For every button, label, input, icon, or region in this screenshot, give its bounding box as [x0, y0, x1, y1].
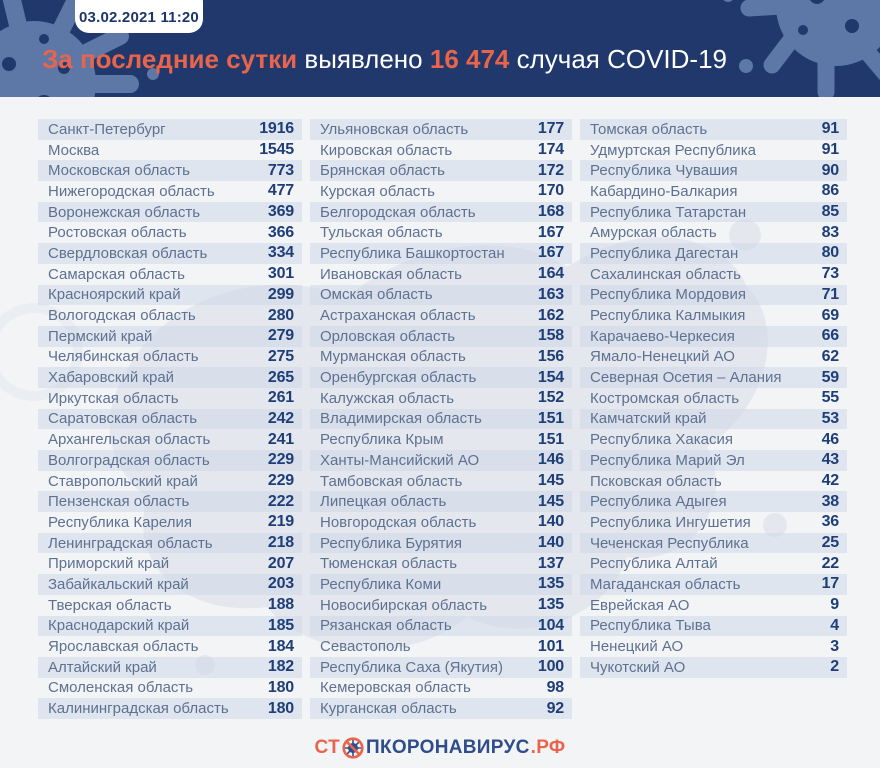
region-name: Северная Осетия – Алания	[590, 369, 782, 387]
region-name: Калининградская область	[48, 700, 229, 718]
region-case-count: 140	[537, 513, 564, 531]
table-row	[38, 119, 302, 140]
region-case-count: 182	[267, 658, 294, 676]
region-case-count: 151	[537, 430, 564, 448]
region-case-count: 188	[267, 596, 294, 614]
region-case-count: 104	[537, 616, 564, 634]
region-case-count: 100	[537, 658, 564, 676]
region-case-count: 185	[267, 616, 294, 634]
region-case-count: 301	[267, 265, 294, 283]
region-name: Белгородская область	[320, 203, 476, 221]
region-name: Магаданская область	[590, 575, 741, 593]
region-case-count: 170	[537, 182, 564, 200]
region-case-count: 140	[537, 534, 564, 552]
region-name: Республика Мордовия	[590, 286, 746, 304]
table-row	[310, 119, 572, 140]
region-case-count: 229	[267, 451, 294, 469]
region-case-count: 241	[267, 430, 294, 448]
region-case-count: 154	[537, 368, 564, 386]
region-name: Московская область	[48, 162, 190, 180]
region-case-count: 66	[821, 327, 839, 345]
table-row	[38, 326, 302, 347]
region-name: Республика Адыгея	[590, 493, 727, 511]
region-name: Тюменская область	[320, 555, 458, 573]
table-row	[310, 574, 572, 595]
table-row	[310, 305, 572, 326]
region-name: Красноярский край	[48, 286, 181, 304]
table-row	[38, 553, 302, 574]
region-name: Республика Бурятия	[320, 534, 462, 552]
table-row	[580, 160, 847, 181]
region-name: Новгородская область	[320, 513, 477, 531]
logo-suffix: .РФ	[530, 737, 566, 758]
region-case-count: 151	[537, 409, 564, 427]
logo-prefix: СТ	[314, 737, 340, 758]
region-name: Чукотский АО	[590, 658, 686, 676]
table-row	[310, 553, 572, 574]
region-case-count: 4	[830, 616, 839, 634]
region-name: Брянская область	[320, 162, 445, 180]
region-case-count: 62	[821, 347, 839, 365]
table-row	[38, 367, 302, 388]
table-row	[310, 367, 572, 388]
region-case-count: 207	[267, 554, 294, 572]
region-name: Еврейская АО	[590, 596, 690, 614]
table-row	[580, 305, 847, 326]
region-case-count: 17	[821, 575, 839, 593]
table-row	[310, 471, 572, 492]
table-row	[38, 202, 302, 223]
region-case-count: 773	[267, 161, 294, 179]
table-row	[38, 512, 302, 533]
table-row	[310, 450, 572, 471]
logo-main: ПКОРОНАВИРУС	[366, 737, 530, 758]
table-row	[310, 326, 572, 347]
title-tail: случая COVID-19	[509, 44, 728, 74]
timestamp-badge	[75, 0, 203, 33]
region-name: Новосибирская область	[320, 596, 488, 614]
region-name: Амурская область	[590, 224, 717, 242]
region-name: Челябинская область	[48, 348, 199, 366]
region-case-count: 168	[537, 203, 564, 221]
region-name: Рязанская область	[320, 617, 452, 635]
region-case-count: 369	[267, 203, 294, 221]
region-case-count: 167	[537, 223, 564, 241]
region-name: Воронежская область	[48, 203, 201, 221]
region-name: Санкт-Петербург	[48, 120, 166, 138]
region-name: Нижегородская область	[48, 182, 215, 200]
region-case-count: 25	[821, 534, 839, 552]
table-row	[580, 595, 847, 616]
region-case-count: 275	[267, 347, 294, 365]
region-case-count: 334	[267, 244, 294, 262]
table-row	[38, 471, 302, 492]
table-row	[580, 616, 847, 637]
region-case-count: 167	[537, 244, 564, 262]
region-name: Томская область	[590, 120, 708, 138]
region-case-count: 135	[537, 596, 564, 614]
table-row	[310, 243, 572, 264]
table-row	[310, 636, 572, 657]
table-row	[580, 264, 847, 285]
region-case-count: 163	[537, 285, 564, 303]
table-row	[310, 160, 572, 181]
table-row	[310, 222, 572, 243]
table-row	[580, 636, 847, 657]
stop-virus-icon	[342, 737, 364, 759]
region-name: Пензенская область	[48, 493, 190, 511]
region-name: Тульская область	[320, 224, 443, 242]
region-name: Удмуртская Республика	[590, 141, 756, 159]
region-case-count: 98	[546, 678, 564, 696]
region-case-count: 59	[821, 368, 839, 386]
header-banner	[0, 0, 880, 97]
region-case-count: 162	[537, 306, 564, 324]
region-case-count: 203	[267, 575, 294, 593]
region-case-count: 219	[267, 513, 294, 531]
region-name: Пермский край	[48, 327, 153, 345]
region-name: Псковская область	[590, 472, 722, 490]
region-name: Ямало-Ненецкий АО	[590, 348, 735, 366]
region-case-count: 9	[830, 596, 839, 614]
table-row	[310, 533, 572, 554]
region-case-count: 85	[821, 203, 839, 221]
region-name: Орловская область	[320, 327, 456, 345]
region-case-count: 261	[267, 389, 294, 407]
region-case-count: 172	[537, 161, 564, 179]
region-case-count: 229	[267, 472, 294, 490]
region-case-count: 3	[830, 637, 839, 655]
table-row	[38, 140, 302, 161]
region-case-count: 218	[267, 534, 294, 552]
table-row	[38, 409, 302, 430]
table-row	[580, 553, 847, 574]
region-name: Республика Крым	[320, 431, 444, 449]
region-case-count: 86	[821, 182, 839, 200]
table-row	[38, 595, 302, 616]
table-row	[580, 491, 847, 512]
table-row	[580, 574, 847, 595]
region-case-count: 477	[267, 182, 294, 200]
table-row	[310, 678, 572, 699]
title-middle: выявлено	[297, 44, 430, 74]
region-name: Алтайский край	[48, 658, 157, 676]
region-name: Республика Тыва	[590, 617, 711, 635]
region-name: Вологодская область	[48, 307, 196, 325]
region-case-count: 46	[821, 430, 839, 448]
table-row	[38, 698, 302, 719]
region-case-count: 53	[821, 409, 839, 427]
region-name: Тамбовская область	[320, 472, 463, 490]
table-row	[580, 243, 847, 264]
region-name: Ненецкий АО	[590, 638, 684, 656]
region-case-count: 280	[267, 306, 294, 324]
region-name: Краснодарский край	[48, 617, 190, 635]
table-row	[310, 181, 572, 202]
region-case-count: 156	[537, 347, 564, 365]
table-row	[310, 285, 572, 306]
region-case-count: 184	[267, 637, 294, 655]
region-case-count: 180	[267, 699, 294, 717]
region-name: Волгоградская область	[48, 451, 210, 469]
region-name: Севастополь	[320, 638, 411, 656]
table-row	[38, 347, 302, 368]
region-case-count: 366	[267, 223, 294, 241]
table-row	[310, 429, 572, 450]
region-name: Хабаровский край	[48, 369, 175, 387]
table-row	[310, 657, 572, 678]
table-row	[580, 181, 847, 202]
table-column-1	[38, 119, 302, 719]
table-row	[38, 160, 302, 181]
table-column-2	[310, 119, 572, 719]
region-name: Карачаево-Черкесия	[590, 327, 735, 345]
region-name: Иркутская область	[48, 389, 179, 407]
region-name: Саратовская область	[48, 410, 198, 428]
region-case-count: 92	[546, 699, 564, 717]
region-name: Курская область	[320, 182, 435, 200]
title-case-count: 16 474	[429, 44, 510, 74]
stopcoronavirus-logo	[0, 734, 880, 762]
table-row	[580, 347, 847, 368]
region-name: Астраханская область	[320, 307, 476, 325]
table-row	[310, 512, 572, 533]
region-name: Республика Башкортостан	[320, 244, 505, 262]
table-row	[580, 326, 847, 347]
region-name: Омская область	[320, 286, 433, 304]
region-case-count: 43	[821, 451, 839, 469]
region-name: Ивановская область	[320, 265, 462, 283]
region-case-count: 91	[821, 120, 839, 138]
region-name: Калужская область	[320, 389, 455, 407]
table-row	[38, 574, 302, 595]
region-case-count: 71	[821, 285, 839, 303]
region-case-count: 1545	[259, 141, 294, 159]
region-name: Ханты-Мансийский АО	[320, 451, 480, 469]
table-row	[38, 429, 302, 450]
table-row	[580, 119, 847, 140]
table-row	[310, 595, 572, 616]
table-row	[580, 409, 847, 430]
table-row	[580, 450, 847, 471]
table-row	[38, 678, 302, 699]
table-column-3	[580, 119, 847, 719]
table-row	[38, 657, 302, 678]
region-name: Кировская область	[320, 141, 453, 159]
region-case-count: 137	[537, 554, 564, 572]
region-name: Архангельская область	[48, 431, 211, 449]
region-case-count: 174	[537, 141, 564, 159]
region-case-count: 69	[821, 306, 839, 324]
table-row	[310, 202, 572, 223]
region-name: Кабардино-Балкария	[590, 182, 738, 200]
region-case-count: 83	[821, 223, 839, 241]
region-name: Камчатский край	[590, 410, 707, 428]
table-row	[38, 491, 302, 512]
region-name: Владимирская область	[320, 410, 482, 428]
region-case-count: 22	[821, 554, 839, 572]
region-case-count: 1916	[259, 120, 294, 138]
region-name: Костромская область	[590, 389, 740, 407]
region-name: Республика Калмыкия	[590, 307, 746, 325]
table-row	[310, 616, 572, 637]
table-row	[38, 181, 302, 202]
table-row	[310, 698, 572, 719]
region-case-count: 2	[830, 658, 839, 676]
table-row	[38, 243, 302, 264]
table-row	[310, 140, 572, 161]
region-case-count: 145	[537, 492, 564, 510]
region-case-count: 158	[537, 327, 564, 345]
region-name: Республика Коми	[320, 575, 442, 593]
region-case-count: 80	[821, 244, 839, 262]
table-row	[580, 222, 847, 243]
region-name: Республика Хакасия	[590, 431, 734, 449]
region-name: Республика Алтай	[590, 555, 718, 573]
table-row	[580, 285, 847, 306]
region-case-count: 145	[537, 472, 564, 490]
timestamp-text: 03.02.2021 11:20	[79, 9, 199, 26]
table-row	[38, 222, 302, 243]
table-row	[310, 409, 572, 430]
region-case-count: 279	[267, 327, 294, 345]
region-name: Мурманская область	[320, 348, 466, 366]
table-row	[38, 264, 302, 285]
region-case-count: 42	[821, 472, 839, 490]
region-name: Республика Марий Эл	[590, 451, 745, 469]
region-name: Забайкальский край	[48, 575, 189, 593]
table-row	[38, 450, 302, 471]
table-row	[580, 512, 847, 533]
region-case-count: 152	[537, 389, 564, 407]
page-title	[42, 44, 727, 75]
region-case-count: 73	[821, 265, 839, 283]
table-row	[580, 471, 847, 492]
region-case-count: 36	[821, 513, 839, 531]
region-case-count: 135	[537, 575, 564, 593]
region-name: Чеченская Республика	[590, 534, 749, 552]
region-name: Москва	[48, 141, 100, 159]
region-name: Тверская область	[48, 596, 172, 614]
region-name: Ростовская область	[48, 224, 187, 242]
table-row	[580, 367, 847, 388]
table-row	[38, 616, 302, 637]
region-name: Оренбургская область	[320, 369, 477, 387]
region-name: Приморский край	[48, 555, 170, 573]
region-case-count: 55	[821, 389, 839, 407]
region-case-count: 180	[267, 678, 294, 696]
region-name: Ярославская область	[48, 638, 199, 656]
region-case-count: 222	[267, 492, 294, 510]
region-name: Липецкая область	[320, 493, 447, 511]
region-case-count: 101	[537, 637, 564, 655]
region-case-count: 38	[821, 492, 839, 510]
table-row	[38, 388, 302, 409]
title-highlight: За последние сутки	[42, 44, 298, 74]
table-row	[580, 202, 847, 223]
table-row	[580, 657, 847, 678]
table-row	[310, 491, 572, 512]
region-name: Ульяновская область	[320, 120, 469, 138]
region-name: Республика Ингушетия	[590, 513, 751, 531]
table-row	[580, 533, 847, 554]
region-name: Республика Карелия	[48, 513, 192, 531]
region-case-count: 90	[821, 161, 839, 179]
region-case-count: 177	[537, 120, 564, 138]
table-row	[580, 429, 847, 450]
table-row	[38, 285, 302, 306]
region-name: Республика Саха (Якутия)	[320, 658, 504, 676]
region-name: Ставропольский край	[48, 472, 198, 490]
table-row	[580, 388, 847, 409]
region-name: Сахалинская область	[590, 265, 741, 283]
region-name: Свердловская область	[48, 244, 208, 262]
table-row	[310, 347, 572, 368]
region-name: Курганская область	[320, 700, 457, 718]
region-name: Смоленская область	[48, 679, 194, 697]
region-case-count: 91	[821, 141, 839, 159]
region-name: Республика Татарстан	[590, 203, 747, 221]
region-cases-table	[38, 119, 847, 719]
region-name: Республика Чувашия	[590, 162, 738, 180]
table-row	[310, 264, 572, 285]
table-row	[580, 140, 847, 161]
table-row	[38, 533, 302, 554]
region-name: Кемеровская область	[320, 679, 471, 697]
region-case-count: 146	[537, 451, 564, 469]
region-case-count: 242	[267, 409, 294, 427]
region-case-count: 265	[267, 368, 294, 386]
table-row	[38, 305, 302, 326]
region-case-count: 164	[537, 265, 564, 283]
region-name: Ленинградская область	[48, 534, 213, 552]
table-row	[310, 388, 572, 409]
region-name: Республика Дагестан	[590, 244, 739, 262]
region-case-count: 299	[267, 285, 294, 303]
region-name: Самарская область	[48, 265, 185, 283]
table-row	[38, 636, 302, 657]
